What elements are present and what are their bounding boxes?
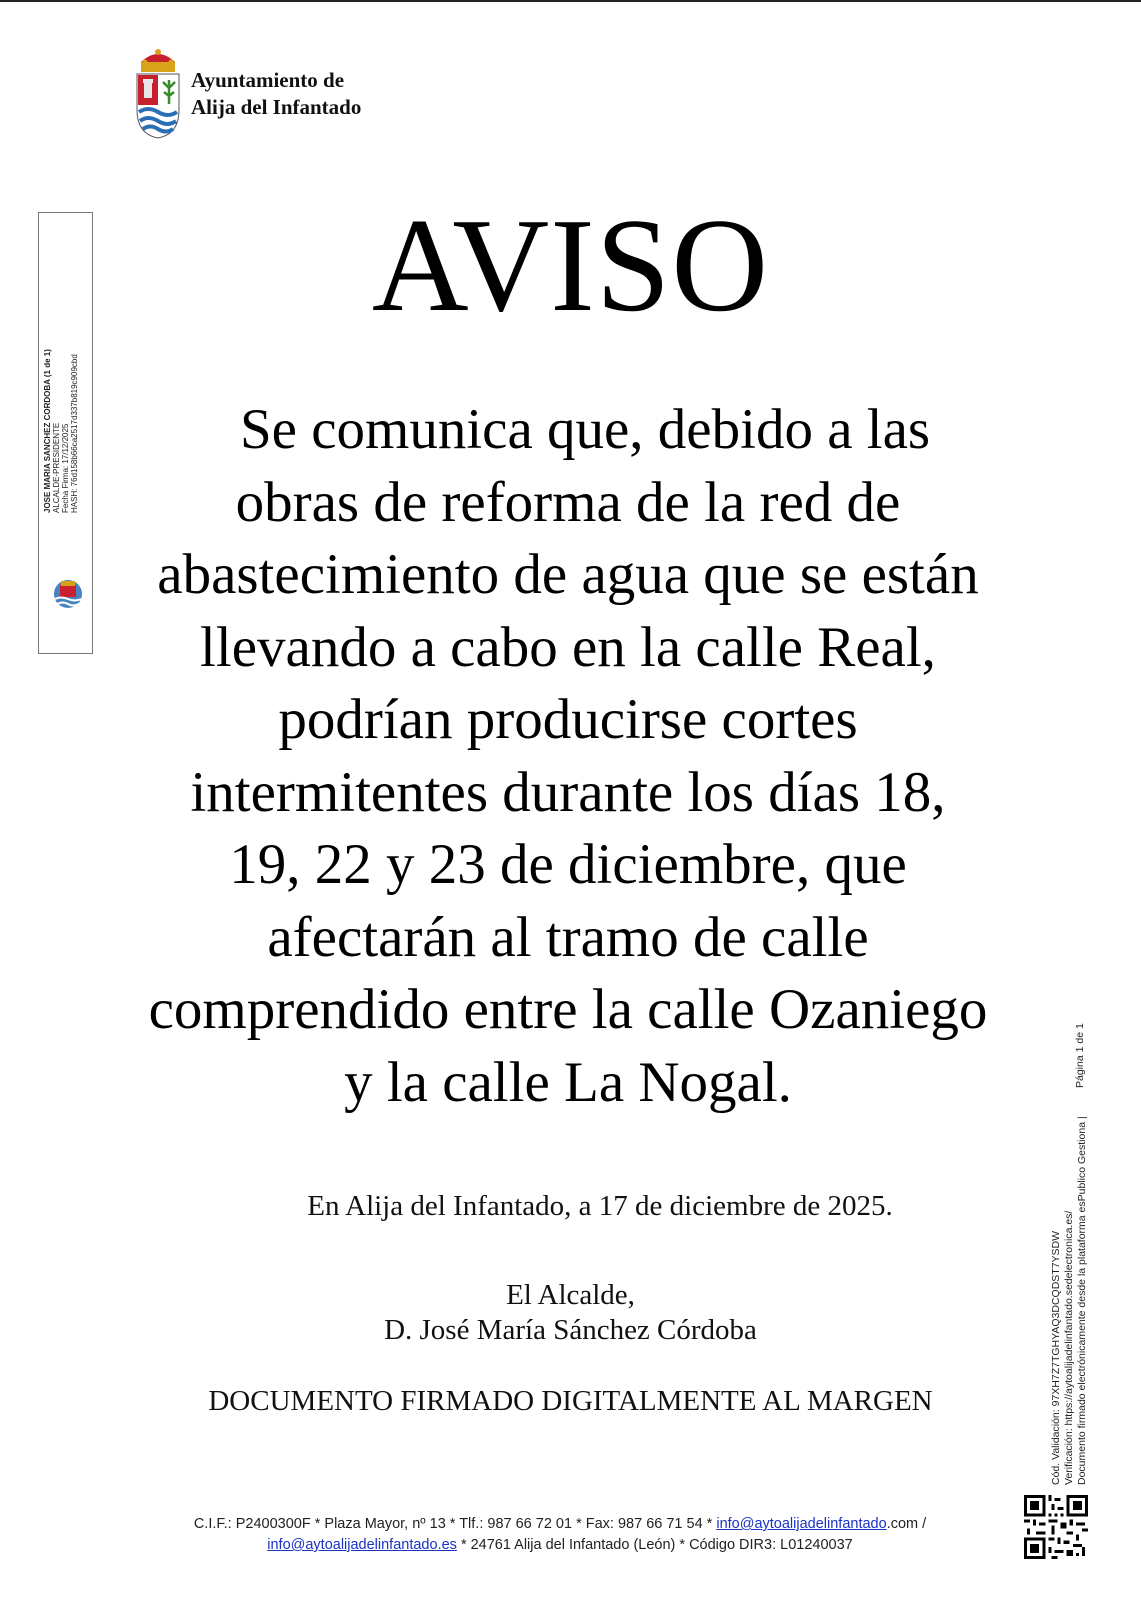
signer-role-vertical: ALCALDE-PRESIDENTE: [52, 422, 61, 513]
footer-email-suffix: .com /: [886, 1516, 927, 1532]
notice-body-text: Se comunica que, debido a las obras de reforma de la red de abastecimiento de agua que se están llevando a cabo en la calle Real, podrían producirse cortes intermitentes durante los días 18, 19, 22 y 23 de diciembre, que afectarán al tramo de calle comprendido entre la calle Ozaniego y la calle La Nogal.: [148, 398, 988, 1114]
municipal-coat-of-arms-icon: [133, 48, 183, 140]
validation-code: Cód. Validación: 97XH7Z7TGHYAQ3DCQDST7YSDW: [1050, 1230, 1062, 1485]
platform-note: Documento firmado electrónicamente desde la plataforma esPublico Gestiona |: [1076, 1116, 1088, 1485]
signer-block: [0, 1278, 1141, 1348]
footer-contact: [180, 1514, 940, 1556]
signature-date: Fecha Firma: 17/12/2025: [61, 423, 70, 513]
org-name-line2: Alija del Infantado: [191, 95, 362, 119]
signer-title: El Alcalde,: [506, 1279, 635, 1311]
top-border-line: [0, 0, 1141, 2]
footer-postal-text: * 24761 Alija del Infantado (León) * Código DIR3: L01240037: [460, 1537, 853, 1553]
footer-line-1: [180, 1514, 940, 1535]
signature-hash: HASH: 76d158b66ca2517d337b819c909cbd: [70, 354, 79, 513]
place-and-date: En Alija del Infantado, a 17 de diciembre de 2025.: [307, 1190, 893, 1222]
document-header: [133, 48, 361, 140]
footer-email-link-com[interactable]: info@aytoalijadelinfantado: [716, 1516, 887, 1532]
notice-body: [148, 394, 988, 1119]
footer-email-link-es[interactable]: info@aytoalijadelinfantado.es: [267, 1537, 457, 1553]
verification-url: Verificación: https://aytoalijadelinfantado.sedelectronica.es/: [1063, 1210, 1075, 1485]
org-name-line1: Ayuntamiento de: [191, 68, 345, 92]
footer-line-2: [180, 1535, 940, 1556]
organization-name: [191, 67, 361, 121]
notice-title: AVISO: [371, 191, 770, 339]
page-number: Página 1 de 1: [1074, 1023, 1086, 1088]
signer-name: D. José María Sánchez Córdoba: [384, 1314, 757, 1346]
qr-code-icon: [1024, 1495, 1088, 1559]
footer-address-text: C.I.F.: P2400300F * Plaza Mayor, nº 13 * Tlf.: 987 66 72 01 * Fax: 987 66 71 54 *: [193, 1516, 713, 1532]
signature-details: [43, 343, 79, 513]
signer-name-vertical: JOSE MARIA SANCHEZ CORDOBA (1 de 1): [43, 349, 52, 513]
signature-crest-icon: [47, 579, 89, 609]
digitally-signed-note: DOCUMENTO FIRMADO DIGITALMENTE AL MARGEN: [208, 1385, 933, 1417]
